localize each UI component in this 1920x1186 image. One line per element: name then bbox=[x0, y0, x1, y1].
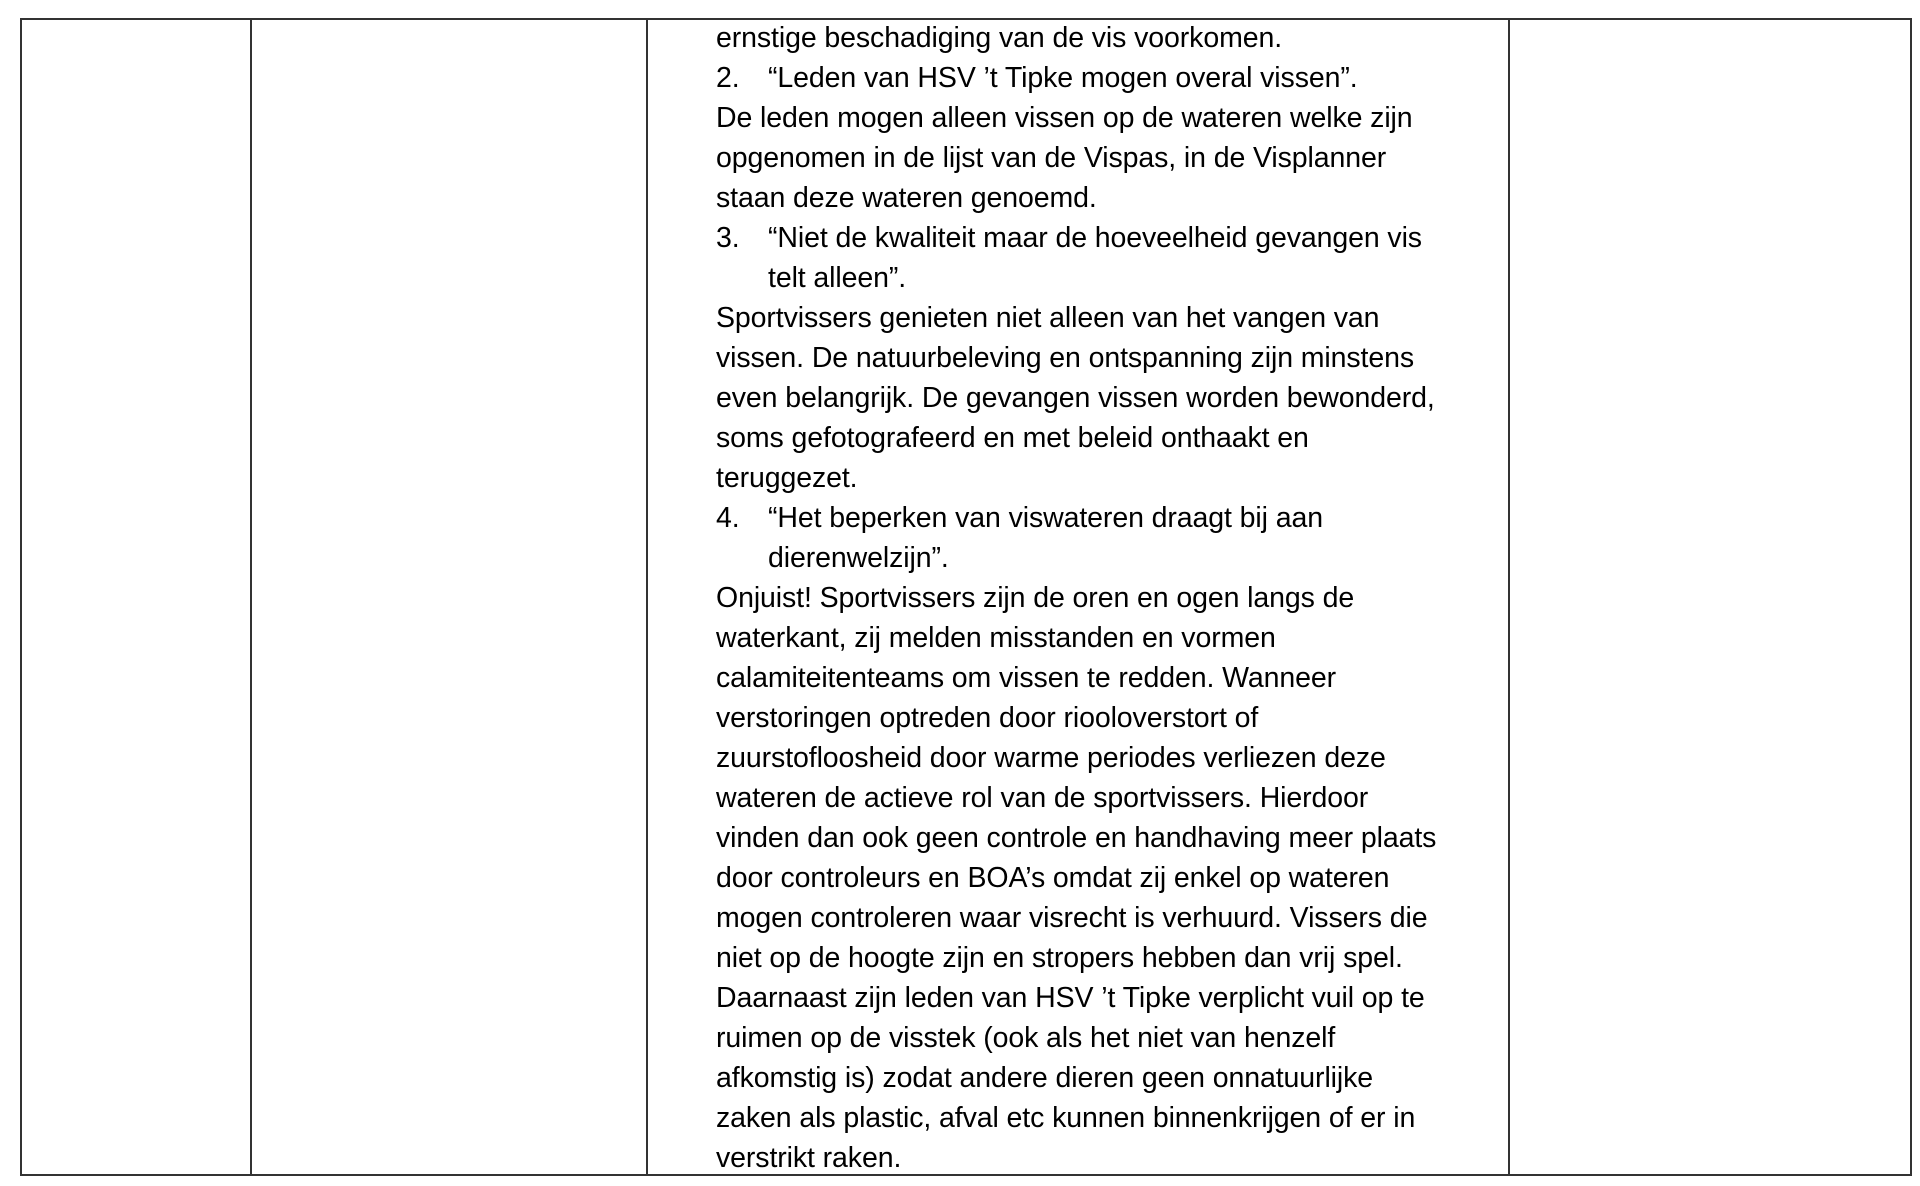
item-number: 4. bbox=[716, 502, 740, 534]
paragraph-line: verstoringen optreden door riooloverstort of bbox=[716, 702, 1259, 734]
paragraph-line: vinden dan ook geen controle en handhaving meer plaats bbox=[716, 822, 1437, 854]
paragraph-line: afkomstig is) zodat andere dieren geen onnatuurlijke bbox=[716, 1062, 1374, 1094]
column-divider-3 bbox=[1508, 18, 1510, 1176]
column-divider-1 bbox=[250, 18, 252, 1176]
paragraph-line: even belangrijk. De gevangen vissen worden bewonderd, bbox=[716, 382, 1435, 414]
paragraph-line: Onjuist! Sportvissers zijn de oren en ogen langs de bbox=[716, 582, 1355, 614]
paragraph-line: staan deze wateren genoemd. bbox=[716, 182, 1097, 214]
paragraph-line: calamiteitenteams om vissen te redden. Wanneer bbox=[716, 662, 1337, 694]
paragraph-line: teruggezet. bbox=[716, 462, 858, 494]
item-continuation-line: telt alleen”. bbox=[768, 262, 907, 294]
paragraph-line: waterkant, zij melden misstanden en vormen bbox=[716, 622, 1276, 654]
paragraph-line: wateren de actieve rol van de sportvissers. Hierdoor bbox=[716, 782, 1369, 814]
paragraph-line: ernstige beschadiging van de vis voorkomen. bbox=[716, 22, 1283, 54]
numbered-item bbox=[716, 498, 1496, 538]
paragraph-line: Sportvissers genieten niet alleen van het vangen van bbox=[716, 302, 1380, 334]
paragraph-line: verstrikt raken. bbox=[716, 1142, 902, 1174]
item-continuation-line: dierenwelzijn”. bbox=[768, 542, 949, 574]
item-number: 2. bbox=[716, 62, 740, 94]
paragraph-line: zuurstofloosheid door warme periodes verliezen deze bbox=[716, 742, 1386, 774]
paragraph-line: vissen. De natuurbeleving en ontspanning zijn minstens bbox=[716, 342, 1415, 374]
item-text: “Niet de kwaliteit maar de hoeveelheid gevangen vis bbox=[768, 222, 1422, 254]
paragraph-line: opgenomen in de lijst van de Vispas, in de Visplanner bbox=[716, 142, 1387, 174]
paragraph-line: ruimen op de visstek (ook als het niet van henzelf bbox=[716, 1022, 1336, 1054]
paragraph-line: mogen controleren waar visrecht is verhuurd. Vissers die bbox=[716, 902, 1428, 934]
item-text: “Het beperken van viswateren draagt bij aan bbox=[768, 502, 1323, 534]
paragraph-line: door controleurs en BOA’s omdat zij enkel op wateren bbox=[716, 862, 1390, 894]
paragraph-line: zaken als plastic, afval etc kunnen binnenkrijgen of er in bbox=[716, 1102, 1416, 1134]
paragraph-line: Daarnaast zijn leden van HSV ’t Tipke verplicht vuil op te bbox=[716, 982, 1425, 1014]
item-text: “Leden van HSV ’t Tipke mogen overal vissen”. bbox=[768, 62, 1358, 94]
paragraph-line: De leden mogen alleen vissen op de wateren welke zijn bbox=[716, 102, 1413, 134]
numbered-item bbox=[716, 58, 1496, 98]
paragraph-line: niet op de hoogte zijn en stropers hebben dan vrij spel. bbox=[716, 942, 1403, 974]
numbered-item bbox=[716, 218, 1496, 258]
table-cell-text bbox=[716, 18, 1496, 1178]
paragraph-line: soms gefotografeerd en met beleid onthaakt en bbox=[716, 422, 1309, 454]
column-divider-2 bbox=[646, 18, 648, 1176]
item-number: 3. bbox=[716, 222, 740, 254]
